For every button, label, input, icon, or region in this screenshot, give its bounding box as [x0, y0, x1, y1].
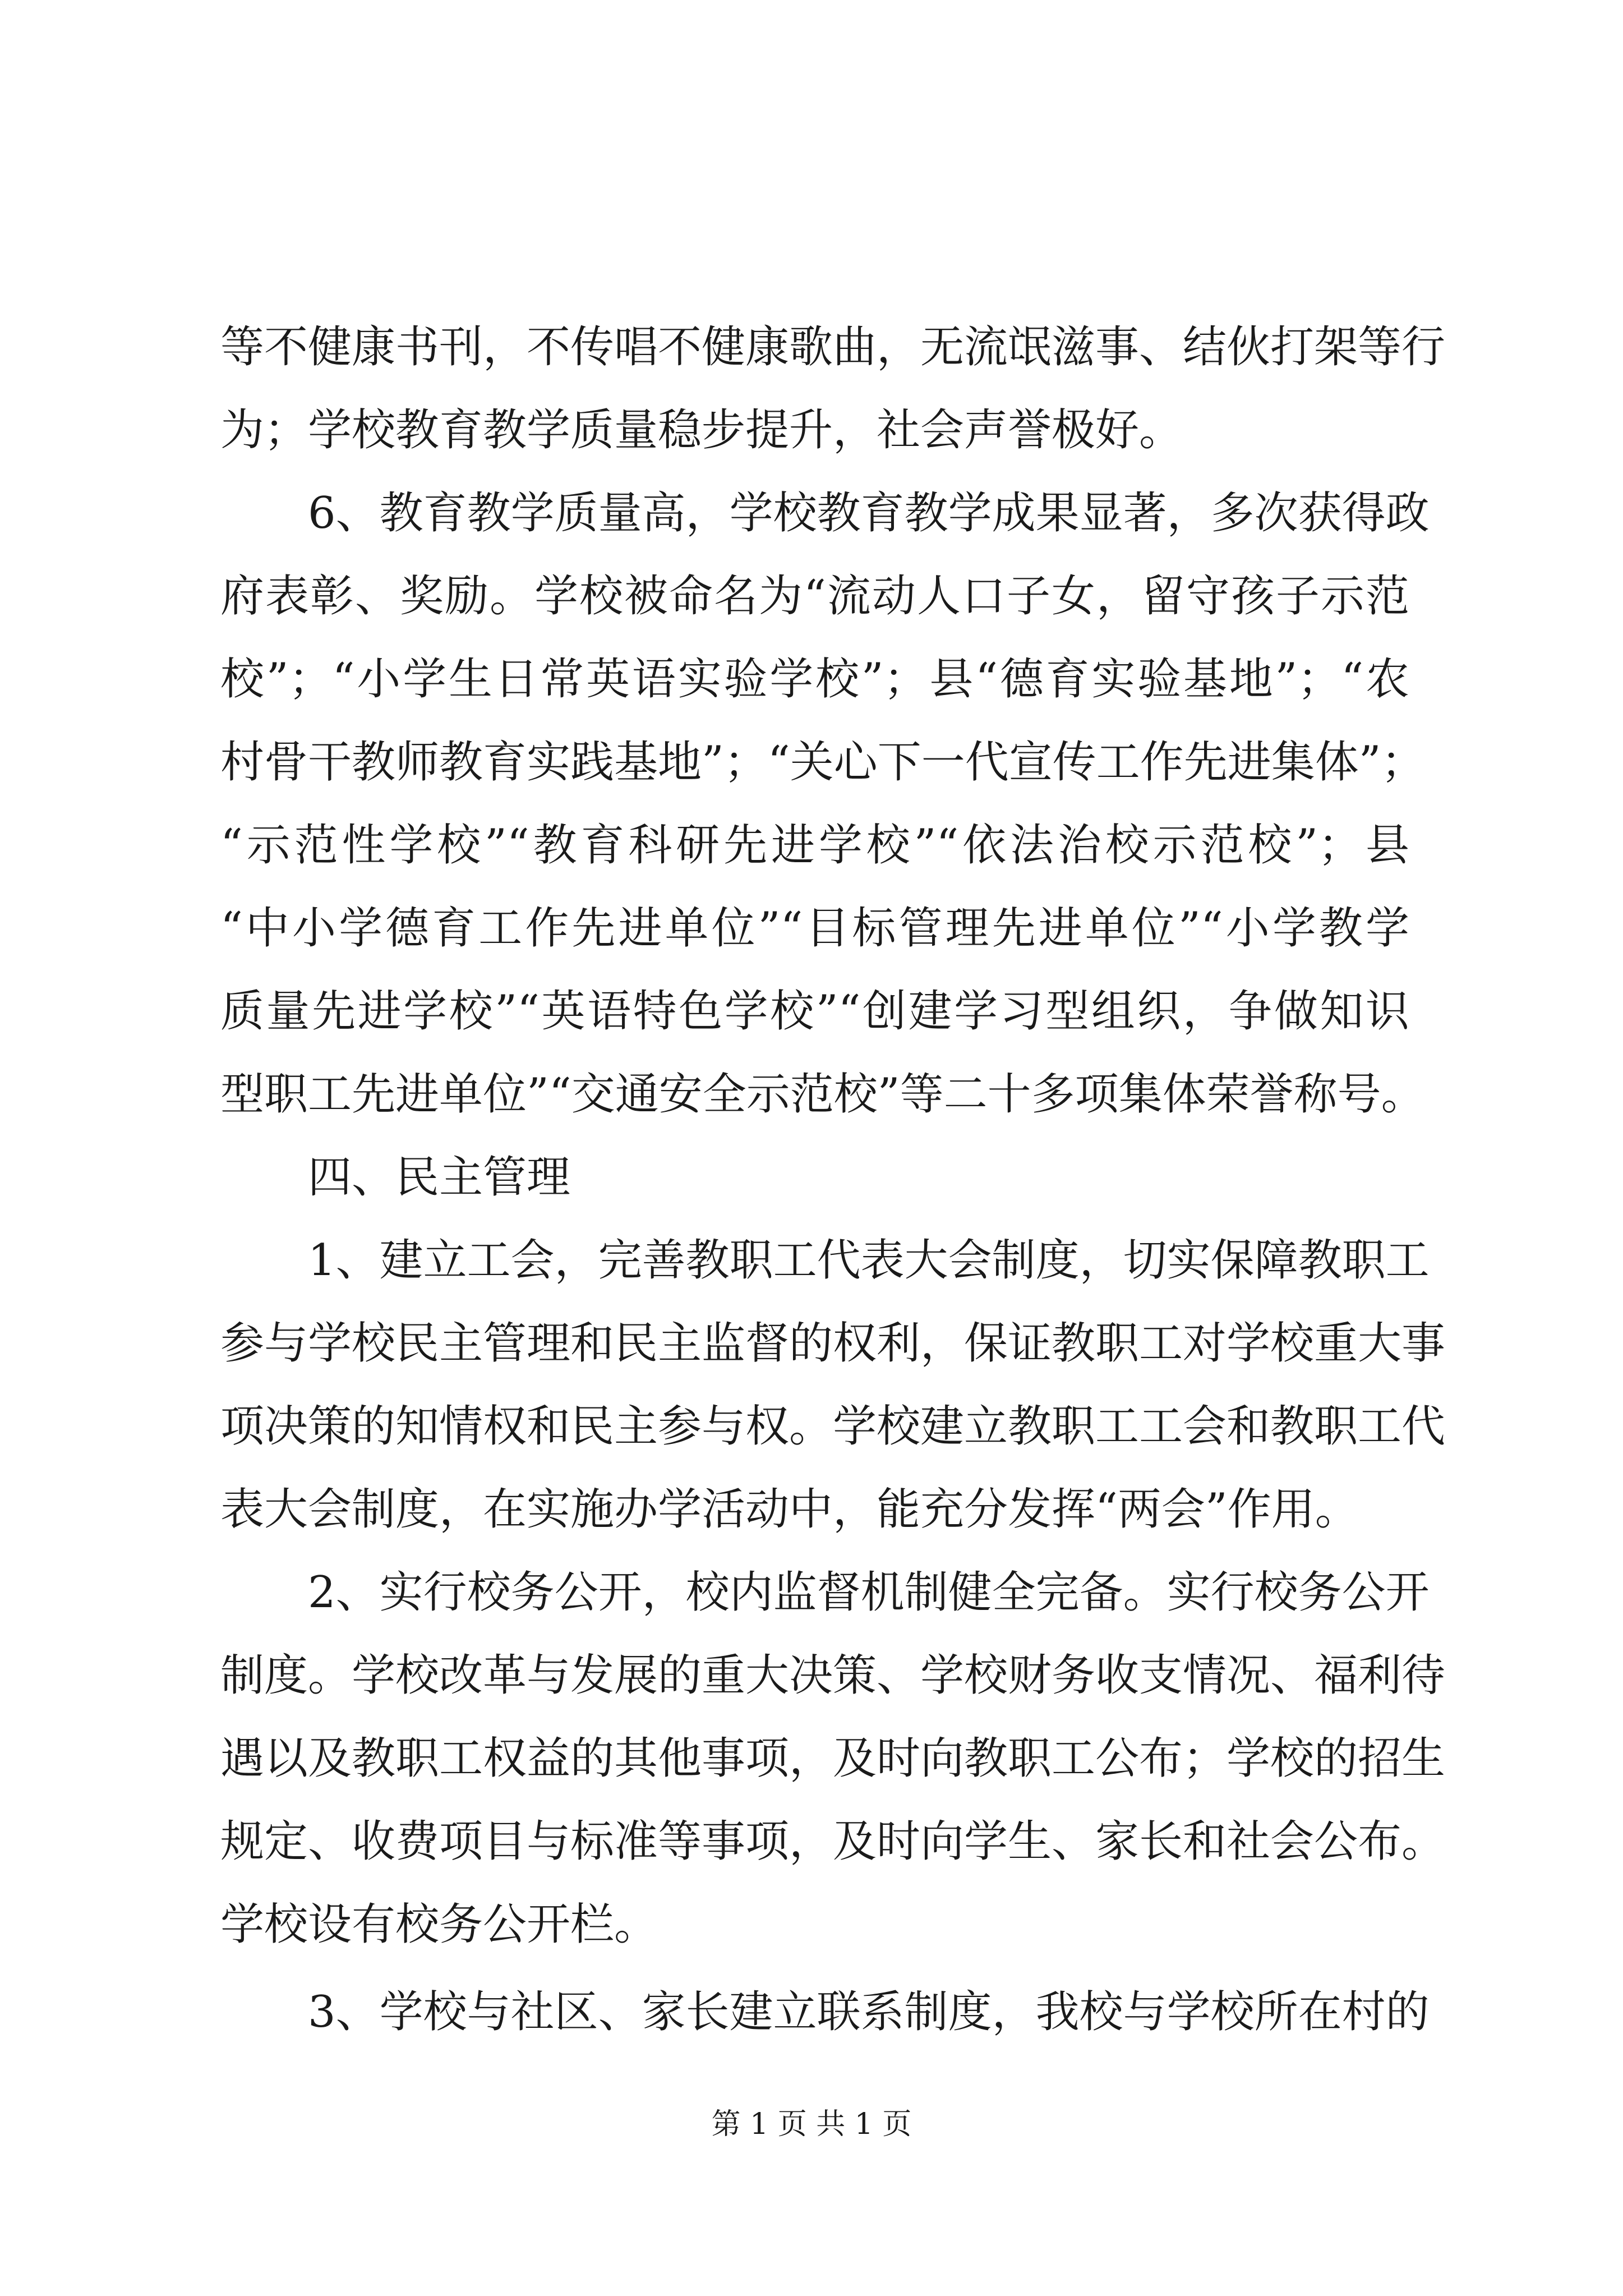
text-line: 学校设有校务公开栏。 [220, 1899, 658, 1950]
text-line: 型职工先进单位”“交通安全示范校”等二十多项集体荣誉称号。 [220, 1069, 1425, 1120]
text-line: 校”；“小学生日常英语实验学校”；县“德育实验基地”；“农 [220, 654, 1409, 705]
text-line: 遇以及教职工权益的其他事项，及时向教职工公布；学校的招生 [220, 1733, 1446, 1784]
section-heading: 四、民主管理 [308, 1152, 571, 1203]
text-line: 制度。学校改革与发展的重大决策、学校财务收支情况、福利待 [220, 1650, 1446, 1701]
text-line: 为；学校教育教学质量稳步提升，社会声誉极好。 [220, 405, 1183, 455]
paragraph-3-start: 3、学校与社区、家长建立联系制度，我校与学校所在村的 [308, 1987, 1430, 2037]
text-line: “中小学德育工作先进单位”“目标管理先进单位”“小学教学 [220, 903, 1409, 954]
text-line: 规定、收费项目与标准等事项，及时向学生、家长和社会公布。 [220, 1816, 1446, 1867]
paragraph-1-start: 1、建立工会，完善教职工代表大会制度，切实保障教职工 [308, 1235, 1430, 1286]
paragraph-6-start: 6、教育教学质量高，学校教育教学成果显著，多次获得政 [308, 488, 1430, 539]
text-line: 等不健康书刊，不传唱不健康歌曲，无流氓滋事、结伙打架等行 [220, 322, 1446, 372]
page-number-label: 第 1 页 共 1 页 [711, 2108, 912, 2141]
page-footer [0, 2105, 1623, 2144]
text-line: 表大会制度，在实施办学活动中，能充分发挥“两会”作用。 [220, 1484, 1359, 1535]
document-body [220, 306, 1446, 2054]
text-line: “示范性学校”“教育科研先进学校”“依法治校示范校”；县 [220, 820, 1409, 871]
text-line: 参与学校民主管理和民主监督的权利，保证教职工对学校重大事 [220, 1318, 1446, 1369]
paragraph-gap [220, 1966, 1409, 1971]
text-line: 项决策的知情权和民主参与权。学校建立教职工工会和教职工代 [220, 1401, 1446, 1452]
paragraph-2-start: 2、实行校务公开，校内监督机制健全完备。实行校务公开 [308, 1567, 1430, 1618]
text-line: 府表彰、奖励。学校被命名为“流动人口子女，留守孩子示范 [220, 571, 1409, 622]
text-line: 村骨干教师教育实践基地”；“关心下一代宣传工作先进集体”； [220, 737, 1425, 788]
text-line: 质量先进学校”“英语特色学校”“创建学习型组织，争做知识 [220, 986, 1409, 1037]
